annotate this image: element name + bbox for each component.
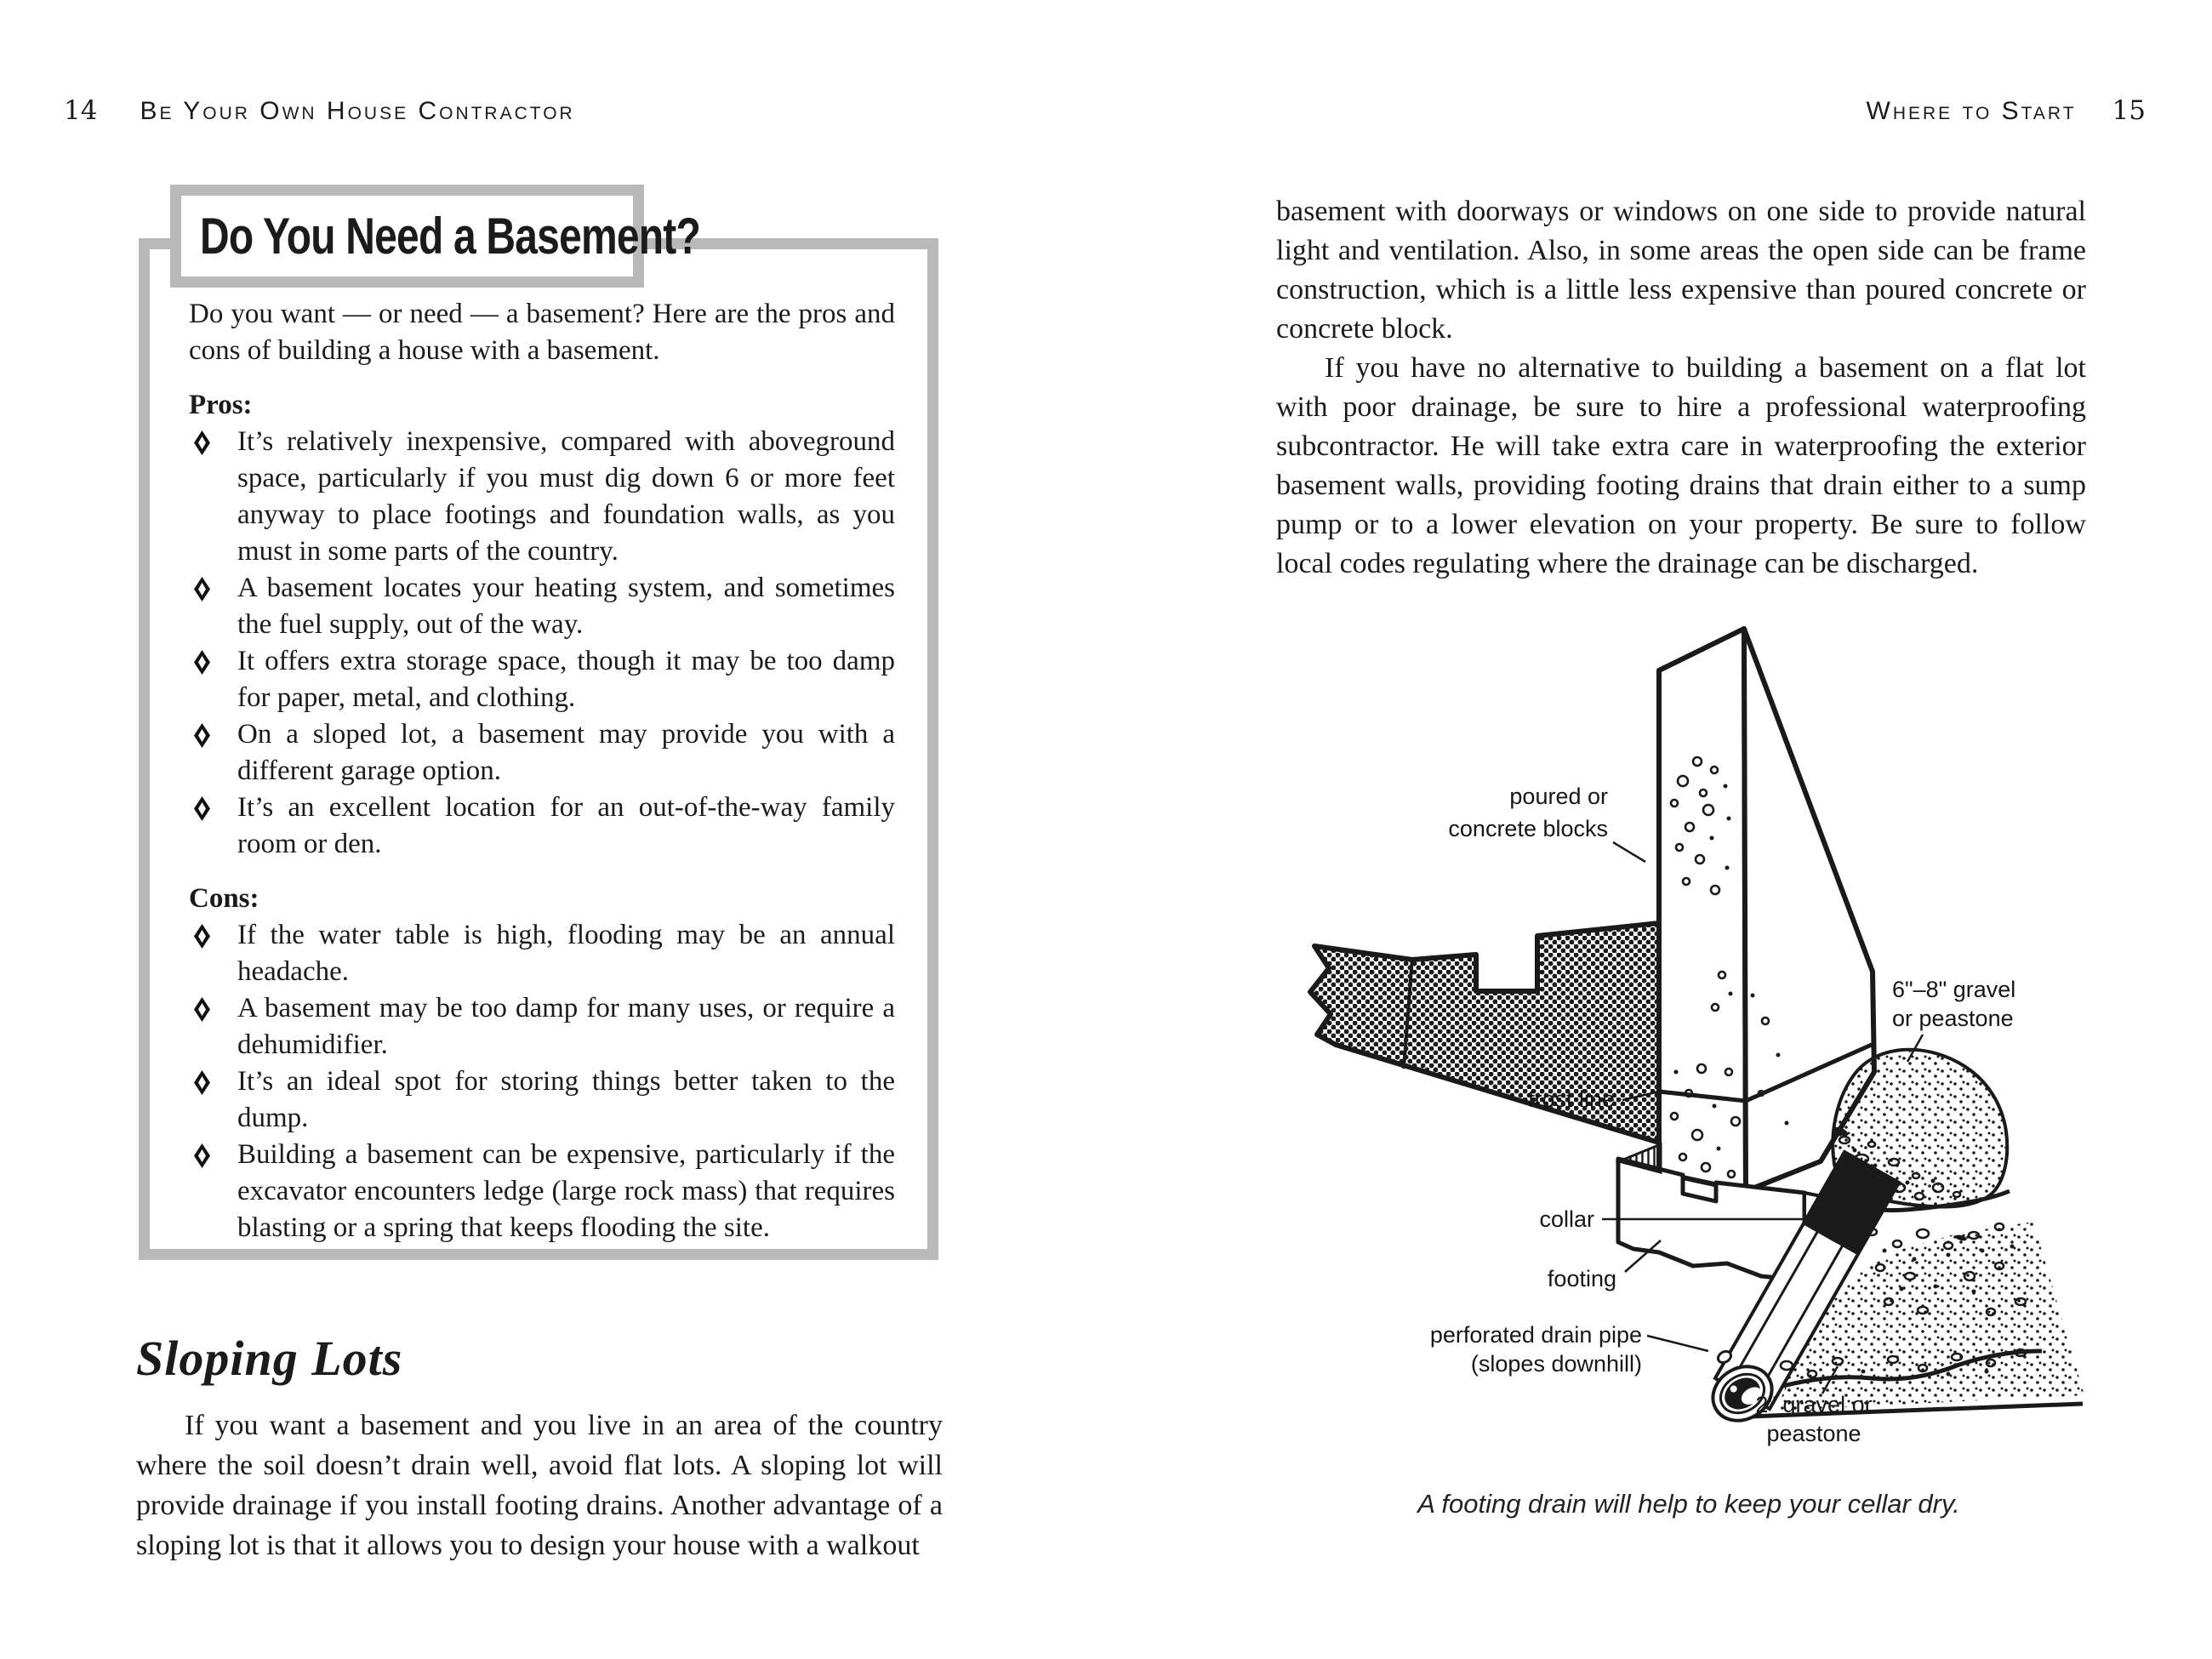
diamond-bullet-icon — [194, 650, 210, 675]
list-item — [189, 716, 895, 790]
list-item — [189, 570, 895, 643]
running-head-left — [64, 95, 575, 126]
diamond-bullet-icon — [194, 997, 210, 1022]
feature-box-title: Do You Need a Basement? — [200, 208, 700, 265]
diamond-bullet-icon — [194, 924, 210, 949]
body-paragraph: basement with doorways or windows on one side to provide natural light and ventilation. Also, in some areas the open side can be frame construction, which is a little less expensive than poured concrete or concrete block. — [1276, 196, 2086, 345]
list-item-text: It’s an ideal spot for storing things better taken to the dump. — [237, 1066, 895, 1133]
list-item-text: A basement locates your heating system, and sometimes the fuel supply, out of the way. — [237, 573, 895, 640]
label-gravel-2-2: peastone — [1766, 1421, 1861, 1446]
list-item-text: It’s relatively inexpensive, compared with aboveground space, particularly if you must dig down 6 or more feet anyway to place footings and foundation walls, as you must in some parts of the country. — [237, 426, 895, 567]
running-head-left-title: Be Your Own House Contractor — [140, 97, 575, 125]
list-item-text: If the water table is high, flooding may be an annual headache. — [237, 920, 895, 987]
list-item-text: It offers extra storage space, though it may be too damp for paper, metal, and clothing. — [237, 646, 895, 713]
feature-box-content — [150, 249, 927, 1246]
label-footing: footing — [1547, 1266, 1616, 1291]
label-poured-or: poured or — [1509, 784, 1608, 809]
label-frost-line: frost line — [1527, 1086, 1615, 1112]
diamond-bullet-icon — [194, 1070, 210, 1095]
cons-list — [189, 917, 895, 1246]
list-item-text: A basement may be too damp for many uses, or require a dehumidifier. — [237, 993, 895, 1060]
label-gravel-68: 6"–8" gravel — [1892, 977, 2016, 1002]
feature-box-title-plate — [170, 185, 700, 288]
footing-drain-illustration — [1276, 596, 2127, 1499]
right-page-text — [1276, 192, 2086, 584]
list-item-text: On a sloped lot, a basement may provide you with a different garage option. — [237, 719, 895, 786]
list-item — [189, 790, 895, 863]
label-concrete-blocks: concrete blocks — [1448, 816, 1608, 841]
running-head-right — [1867, 95, 2146, 126]
list-item — [189, 424, 895, 570]
list-item — [189, 917, 895, 990]
running-head-right-title: Where to Start — [1866, 97, 2077, 125]
diamond-bullet-icon — [194, 723, 210, 748]
list-item-text: It’s an excellent location for an out-of-the-way family room or den. — [237, 792, 895, 859]
list-item — [189, 1063, 895, 1137]
figure-caption: A footing drain will help to keep your cellar dry. — [1417, 1489, 1960, 1519]
label-drain-pipe-2: (slopes downhill) — [1470, 1351, 1642, 1377]
foundation-wall-front — [1659, 629, 1746, 1191]
diamond-bullet-icon — [194, 796, 210, 821]
sloping-lots-paragraph: If you want a basement and you live in an area of the country where the soil doesn’t drain well, avoid flat lots. A sloping lot will provide drainage if you install footing drains. Another advantage of a sloping lot is that it allows you to design your house with a walkout — [136, 1410, 943, 1561]
feature-box-basement — [139, 208, 938, 1260]
label-collar: collar — [1539, 1206, 1594, 1232]
cons-label: Cons: — [189, 883, 259, 914]
label-gravel-2: 2" gravel or — [1755, 1392, 1873, 1417]
diamond-bullet-icon — [194, 430, 210, 455]
label-drain-pipe: perforated drain pipe — [1429, 1322, 1642, 1348]
pros-list — [189, 424, 895, 863]
diamond-bullet-icon — [194, 577, 210, 601]
feature-box-intro: Do you want — or need — a basement? Here are the pros and cons of building a house with a basement. — [189, 299, 895, 366]
diamond-bullet-icon — [194, 1143, 210, 1168]
list-item-text: Building a basement can be expensive, particularly if the excavator encounters ledge (large rock mass) that requires blasting or a spring that keeps flooding the site. — [237, 1139, 895, 1243]
list-item — [189, 990, 895, 1063]
page-number-left: 14 — [64, 95, 98, 126]
figure-footing-drain — [1276, 596, 2127, 1499]
list-item — [189, 643, 895, 716]
page-number-right: 15 — [2112, 95, 2146, 126]
label-gravel-68-2: or peastone — [1892, 1006, 2014, 1031]
list-item — [189, 1137, 895, 1246]
section-heading-sloping-lots: Sloping Lots — [136, 1331, 403, 1386]
pros-label: Pros: — [189, 390, 253, 420]
body-paragraph: If you have no alternative to building a basement on a flat lot with poor drainage, be sure to hire a professional waterproofing subcontractor. He will take extra care in waterproofing the exterior basement walls, providing footing drains that drain either to a sump pump or to a lower elevation on your property. Be sure to follow local codes regulating where the drainage can be discharged. — [1276, 352, 2086, 579]
